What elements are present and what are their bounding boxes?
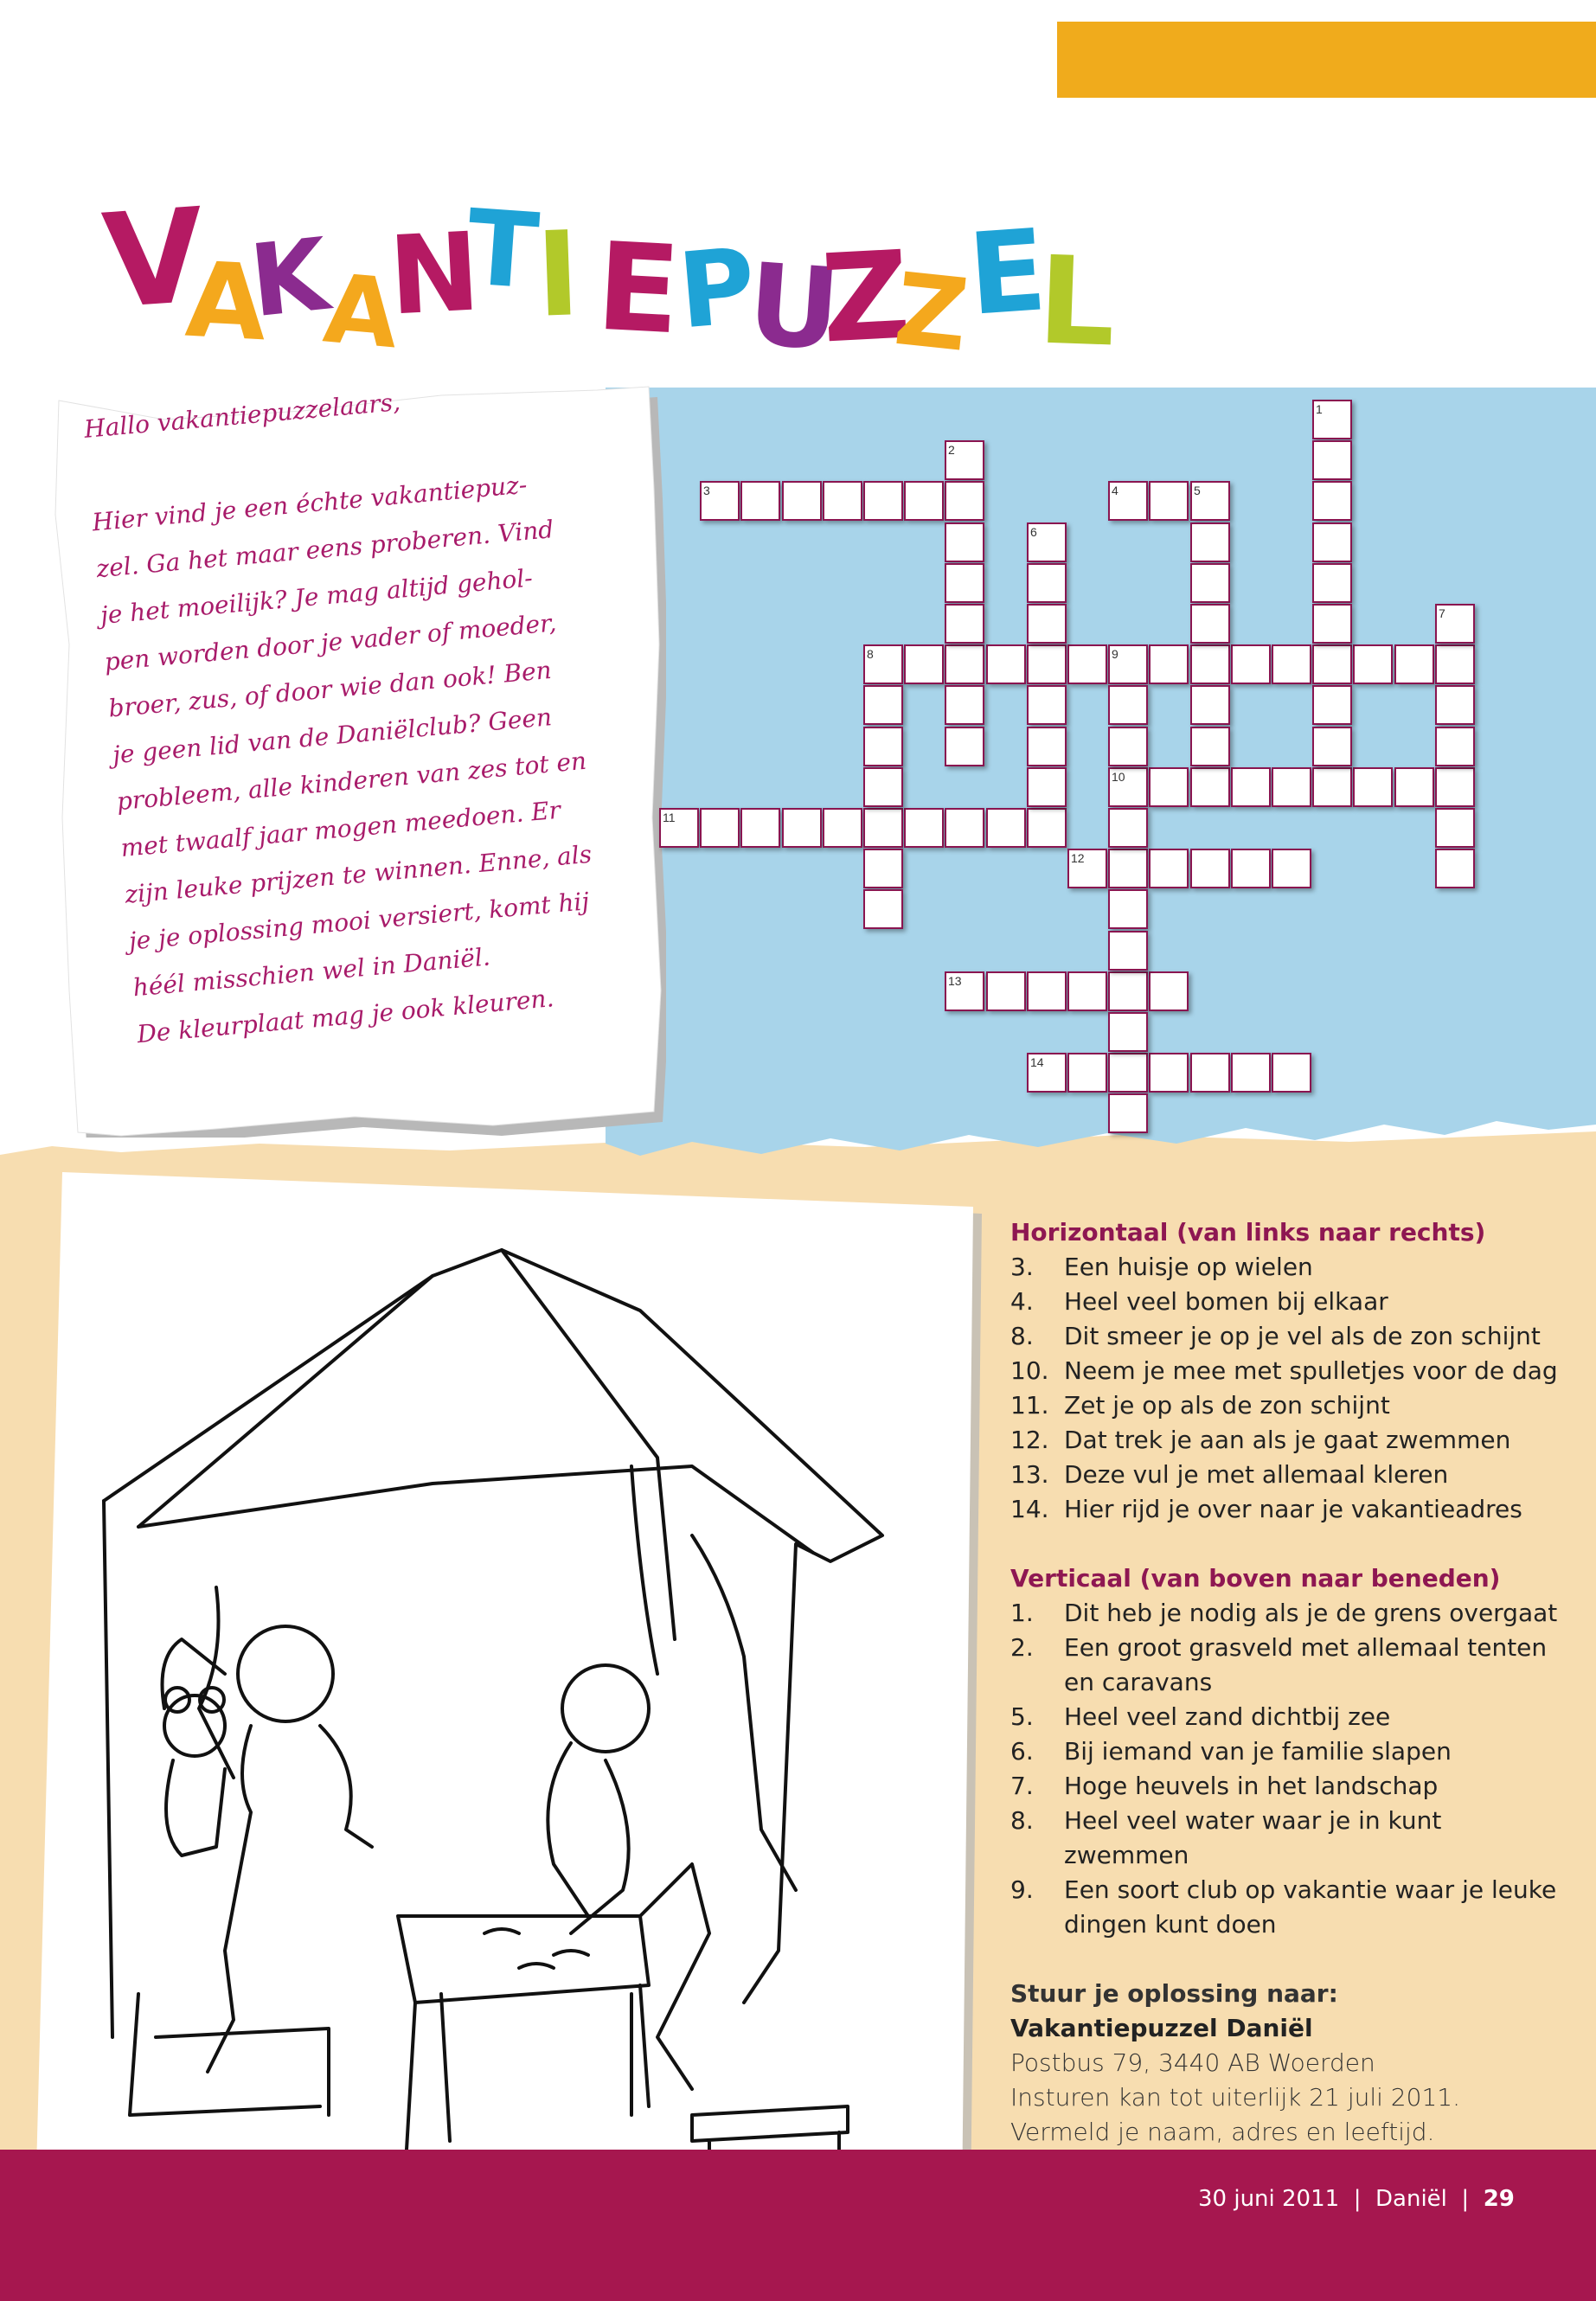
clue-number: 9. bbox=[1010, 1875, 1034, 1904]
crossword-cell[interactable] bbox=[1149, 971, 1189, 1011]
crossword-cell[interactable] bbox=[1108, 889, 1148, 929]
crossword-cell[interactable] bbox=[1027, 971, 1067, 1011]
crossword-cell[interactable] bbox=[986, 971, 1026, 1011]
clue-text: Hier rijd je over naar je vakantieadres bbox=[1064, 1495, 1522, 1523]
crossword-cell[interactable] bbox=[945, 604, 984, 644]
crossword-cell[interactable] bbox=[1394, 767, 1434, 807]
clue-number: 10. bbox=[1010, 1356, 1049, 1385]
clue-text: Een groot grasveld met allemaal tenten en caravans bbox=[1064, 1633, 1548, 1696]
crossword-cell[interactable] bbox=[1027, 604, 1067, 644]
top-accent-bar bbox=[1057, 22, 1596, 98]
clue-number: 1. bbox=[1010, 1599, 1034, 1627]
clue-text: Heel veel water waar je in kunt zwemmen bbox=[1064, 1806, 1442, 1869]
horizontal-clue bbox=[1010, 1388, 1564, 1423]
crossword-cell[interactable] bbox=[1312, 767, 1352, 807]
crossword-number: 5 bbox=[1194, 484, 1201, 497]
clue-text: Een soort club op vakantie waar je leuke dingen kunt doen bbox=[1064, 1875, 1557, 1939]
crossword-cell[interactable] bbox=[1149, 849, 1189, 888]
horizontal-clue bbox=[1010, 1319, 1564, 1354]
title-letter: V bbox=[99, 181, 210, 338]
crossword-cell[interactable] bbox=[1312, 400, 1352, 439]
intro-body: Hier vind je een échte vakantiepuz- zel. Ga het maar eens proberen. Vind je het moeilijk? Je mag altijd gehol- pen worden door je vader of moeder, broer, zus, of door wie dan ook! Ben je geen lid van de Daniëlclub? Geen probleem, alle kinderen van zes tot en met twaalf jaar mogen meedoen. Er zijn leuke prijzen te winnen. Enne, als je je oplossing mooi versiert, komt hij héél misschien wel in Daniël. De kleurplaat mag je ook kleuren. bbox=[91, 470, 593, 1049]
crossword-cell[interactable] bbox=[945, 644, 984, 684]
crossword-cell[interactable] bbox=[1108, 481, 1148, 521]
clue-number: 5. bbox=[1010, 1702, 1034, 1731]
crossword-cell[interactable] bbox=[863, 481, 903, 521]
crossword-cell[interactable] bbox=[945, 971, 984, 1011]
page-number: 29 bbox=[1483, 2186, 1515, 2212]
crossword-number: 9 bbox=[1112, 647, 1118, 661]
crossword-cell[interactable] bbox=[1108, 971, 1148, 1011]
crossword-cell[interactable] bbox=[1394, 644, 1434, 684]
clue-text: Bij iemand van je familie slapen bbox=[1064, 1737, 1452, 1766]
crossword-number: 10 bbox=[1112, 770, 1125, 784]
crossword-cell[interactable] bbox=[1312, 727, 1352, 766]
clue-text: Heel veel zand dichtbij zee bbox=[1064, 1702, 1391, 1731]
crossword-cell[interactable] bbox=[1027, 563, 1067, 603]
crossword-cell[interactable] bbox=[863, 889, 903, 929]
crossword-cell[interactable] bbox=[1435, 604, 1475, 644]
horizontal-clue-list bbox=[1010, 1250, 1564, 1527]
horizontal-clue bbox=[1010, 1458, 1564, 1492]
crossword-cell[interactable] bbox=[1312, 644, 1352, 684]
crossword-number: 8 bbox=[867, 647, 874, 661]
clue-text: Zet je op als de zon schijnt bbox=[1064, 1391, 1390, 1420]
crossword-cell[interactable] bbox=[1149, 481, 1189, 521]
crossword-cell[interactable] bbox=[1108, 727, 1148, 766]
crossword-cell[interactable] bbox=[1190, 522, 1230, 562]
vertical-clue bbox=[1010, 1596, 1564, 1631]
coloring-page bbox=[35, 1172, 986, 2210]
clue-number: 7. bbox=[1010, 1772, 1034, 1800]
vertical-clue bbox=[1010, 1734, 1564, 1769]
crossword-number: 6 bbox=[1030, 525, 1037, 539]
vertical-clue bbox=[1010, 1769, 1564, 1804]
crossword-cell[interactable] bbox=[863, 644, 903, 684]
crossword-cell[interactable] bbox=[700, 481, 740, 521]
send-name: Vakantiepuzzel Daniël bbox=[1010, 2014, 1313, 2042]
crossword-cell[interactable] bbox=[1353, 644, 1393, 684]
crossword-cell[interactable] bbox=[700, 808, 740, 848]
send-deadline: Insturen kan tot uiterlijk 21 juli 2011. bbox=[1010, 2083, 1460, 2112]
crossword-cell[interactable] bbox=[1231, 849, 1271, 888]
crossword-cell[interactable] bbox=[1190, 767, 1230, 807]
crossword-number: 1 bbox=[1316, 402, 1323, 416]
crossword-cell[interactable] bbox=[1067, 971, 1107, 1011]
title-letter: Z bbox=[817, 225, 913, 371]
horizontal-clue bbox=[1010, 1285, 1564, 1319]
horizontal-clue bbox=[1010, 1423, 1564, 1458]
crossword-number: 13 bbox=[948, 974, 962, 988]
clue-text: Deze vul je met allemaal kleren bbox=[1064, 1460, 1449, 1489]
crossword-cell[interactable] bbox=[904, 481, 944, 521]
clue-text: Een huisje op wielen bbox=[1064, 1253, 1313, 1281]
crossword-cell[interactable] bbox=[1027, 1053, 1067, 1093]
crossword-cell[interactable] bbox=[1190, 727, 1230, 766]
crossword-cell[interactable] bbox=[863, 685, 903, 725]
crossword-cell[interactable] bbox=[1108, 685, 1148, 725]
crossword-cell[interactable] bbox=[1435, 767, 1475, 807]
footer-bar bbox=[0, 2150, 1596, 2301]
title-letter: N bbox=[386, 209, 484, 340]
footer-separator: | bbox=[1461, 2186, 1470, 2212]
clue-number: 14. bbox=[1010, 1495, 1049, 1523]
horizontal-clue bbox=[1010, 1250, 1564, 1285]
crossword-number: 11 bbox=[663, 811, 676, 824]
crossword-cell[interactable] bbox=[1312, 522, 1352, 562]
title-letter: E bbox=[964, 204, 1051, 341]
crossword-cell[interactable] bbox=[1231, 767, 1271, 807]
clue-number: 6. bbox=[1010, 1737, 1034, 1766]
send-instruction: Vermeld je naam, adres en leeftijd. bbox=[1010, 2118, 1435, 2146]
crossword-cell[interactable] bbox=[1067, 644, 1107, 684]
crossword-cell[interactable] bbox=[945, 481, 984, 521]
crossword-cell[interactable] bbox=[1435, 849, 1475, 888]
crossword-cell[interactable] bbox=[823, 481, 862, 521]
title-letter: L bbox=[1035, 230, 1118, 375]
clue-number: 8. bbox=[1010, 1806, 1034, 1835]
title-letter: P bbox=[674, 226, 760, 353]
crossword-number: 12 bbox=[1071, 851, 1085, 865]
clue-text: Dit smeer je op je vel als de zon schijnt bbox=[1064, 1322, 1541, 1350]
crossword-cell[interactable] bbox=[1108, 767, 1148, 807]
send-heading: Stuur je oplossing naar: bbox=[1010, 1979, 1338, 2008]
crossword-cell[interactable] bbox=[1353, 767, 1393, 807]
crossword-number: 4 bbox=[1112, 484, 1118, 497]
horizontal-clue bbox=[1010, 1354, 1564, 1388]
crossword-cell[interactable] bbox=[1149, 644, 1189, 684]
crossword-cell[interactable] bbox=[782, 481, 822, 521]
crossword-number: 14 bbox=[1030, 1055, 1044, 1069]
clue-number: 2. bbox=[1010, 1633, 1034, 1662]
crossword-cell[interactable] bbox=[1190, 849, 1230, 888]
crossword-cell[interactable] bbox=[1190, 604, 1230, 644]
clue-text: Dit heb je nodig als je de grens overgaat bbox=[1064, 1599, 1558, 1627]
footer-magazine: Daniël bbox=[1375, 2186, 1447, 2212]
title-letter: U bbox=[743, 238, 844, 376]
crossword-cell[interactable] bbox=[904, 808, 944, 848]
crossword-cell[interactable] bbox=[1027, 767, 1067, 807]
vertical-clue-list bbox=[1010, 1596, 1564, 1942]
title-letter: T bbox=[463, 188, 542, 313]
crossword-cell[interactable] bbox=[1108, 1053, 1148, 1093]
footer-separator: | bbox=[1353, 2186, 1362, 2212]
crossword-cell[interactable] bbox=[1149, 1053, 1189, 1093]
clue-number: 11. bbox=[1010, 1391, 1049, 1420]
crossword-cell[interactable] bbox=[1312, 481, 1352, 521]
crossword-cell[interactable] bbox=[904, 644, 944, 684]
crossword-cell[interactable] bbox=[823, 808, 862, 848]
crossword-cell[interactable] bbox=[1108, 1093, 1148, 1133]
clue-text: Dat trek je aan als je gaat zwemmen bbox=[1064, 1426, 1511, 1454]
intro-text bbox=[82, 360, 677, 1105]
crossword-cell[interactable] bbox=[1108, 1012, 1148, 1052]
horizontal-heading: Horizontaal (van links naar rechts) bbox=[1010, 1218, 1486, 1247]
crossword-cell[interactable] bbox=[740, 808, 780, 848]
crossword-cell[interactable] bbox=[1108, 931, 1148, 971]
crossword-cell[interactable] bbox=[1435, 685, 1475, 725]
vertical-heading: Verticaal (van boven naar beneden) bbox=[1010, 1564, 1501, 1593]
crossword-cell[interactable] bbox=[1272, 849, 1311, 888]
crossword-cell[interactable] bbox=[1435, 808, 1475, 848]
clue-number: 4. bbox=[1010, 1287, 1034, 1316]
crossword-cell[interactable] bbox=[1190, 481, 1230, 521]
crossword-cell[interactable] bbox=[863, 849, 903, 888]
crossword-cell[interactable] bbox=[1190, 685, 1230, 725]
clue-text: Heel veel bomen bij elkaar bbox=[1064, 1287, 1388, 1316]
clue-text: Hoge heuvels in het landschap bbox=[1064, 1772, 1439, 1800]
clue-number: 8. bbox=[1010, 1322, 1034, 1350]
crossword-cell[interactable] bbox=[1108, 849, 1148, 888]
crossword-cell[interactable] bbox=[1108, 808, 1148, 848]
crossword-cell[interactable] bbox=[1027, 808, 1067, 848]
crossword-cell[interactable] bbox=[1312, 685, 1352, 725]
intro-greeting: Hallo vakantiepuzzelaars, bbox=[82, 387, 402, 444]
title-letter: E bbox=[593, 216, 683, 362]
crossword-cell[interactable] bbox=[1149, 767, 1189, 807]
title-letter: Z bbox=[889, 252, 974, 375]
crossword-cell[interactable] bbox=[945, 685, 984, 725]
crossword-cell[interactable] bbox=[1435, 644, 1475, 684]
title-letter: I bbox=[534, 206, 582, 343]
crossword-cell[interactable] bbox=[1027, 727, 1067, 766]
crossword-cell[interactable] bbox=[1312, 563, 1352, 603]
vertical-clue bbox=[1010, 1804, 1564, 1873]
crossword-cell[interactable] bbox=[1190, 1053, 1230, 1093]
crossword-cell[interactable] bbox=[1027, 644, 1067, 684]
crossword-cell[interactable] bbox=[863, 767, 903, 807]
title-letter: A bbox=[319, 253, 403, 370]
crossword-cell[interactable] bbox=[1272, 1053, 1311, 1093]
page-title bbox=[99, 169, 1159, 376]
crossword-cell[interactable] bbox=[659, 808, 699, 848]
crossword-cell[interactable] bbox=[1190, 644, 1230, 684]
crossword-cell[interactable] bbox=[986, 808, 1026, 848]
crossword-cell[interactable] bbox=[1231, 644, 1271, 684]
crossword-cell[interactable] bbox=[1312, 604, 1352, 644]
crossword-cell[interactable] bbox=[1067, 849, 1107, 888]
crossword-cell[interactable] bbox=[782, 808, 822, 848]
crossword-number: 7 bbox=[1439, 606, 1445, 620]
clue-text: Neem je mee met spulletjes voor de dag bbox=[1064, 1356, 1558, 1385]
crossword-cell[interactable] bbox=[945, 808, 984, 848]
crossword-number: 2 bbox=[948, 443, 955, 457]
title-letter: A bbox=[183, 240, 270, 365]
crossword-cell[interactable] bbox=[1108, 644, 1148, 684]
crossword-cell[interactable] bbox=[945, 522, 984, 562]
crossword-cell[interactable] bbox=[986, 644, 1026, 684]
footer-text bbox=[1198, 2186, 1515, 2212]
crossword-cell[interactable] bbox=[1272, 644, 1311, 684]
clues-panel bbox=[1010, 1215, 1564, 2150]
crossword-cell[interactable] bbox=[945, 727, 984, 766]
horizontal-clue bbox=[1010, 1492, 1564, 1527]
send-address: Postbus 79, 3440 AB Woerden bbox=[1010, 2048, 1375, 2077]
crossword-cell[interactable] bbox=[1435, 727, 1475, 766]
footer-date: 30 juni 2011 bbox=[1198, 2186, 1340, 2212]
vertical-clue bbox=[1010, 1873, 1564, 1942]
vertical-clue bbox=[1010, 1631, 1564, 1700]
clue-number: 12. bbox=[1010, 1426, 1049, 1454]
crossword-cell[interactable] bbox=[1312, 440, 1352, 480]
crossword-cell[interactable] bbox=[1027, 685, 1067, 725]
crossword-number: 3 bbox=[703, 484, 710, 497]
clue-number: 13. bbox=[1010, 1460, 1049, 1489]
crossword-cell[interactable] bbox=[1231, 1053, 1271, 1093]
vertical-clue bbox=[1010, 1700, 1564, 1734]
crossword-cell[interactable] bbox=[740, 481, 780, 521]
clue-number: 3. bbox=[1010, 1253, 1034, 1281]
title-letter: K bbox=[245, 216, 334, 341]
crossword-cell[interactable] bbox=[1190, 563, 1230, 603]
crossword-cell[interactable] bbox=[1272, 767, 1311, 807]
crossword-cell[interactable] bbox=[1067, 1053, 1107, 1093]
crossword-cell[interactable] bbox=[945, 563, 984, 603]
crossword-cell[interactable] bbox=[945, 440, 984, 480]
crossword-cell[interactable] bbox=[1027, 522, 1067, 562]
crossword-cell[interactable] bbox=[863, 727, 903, 766]
crossword-cell[interactable] bbox=[863, 808, 903, 848]
